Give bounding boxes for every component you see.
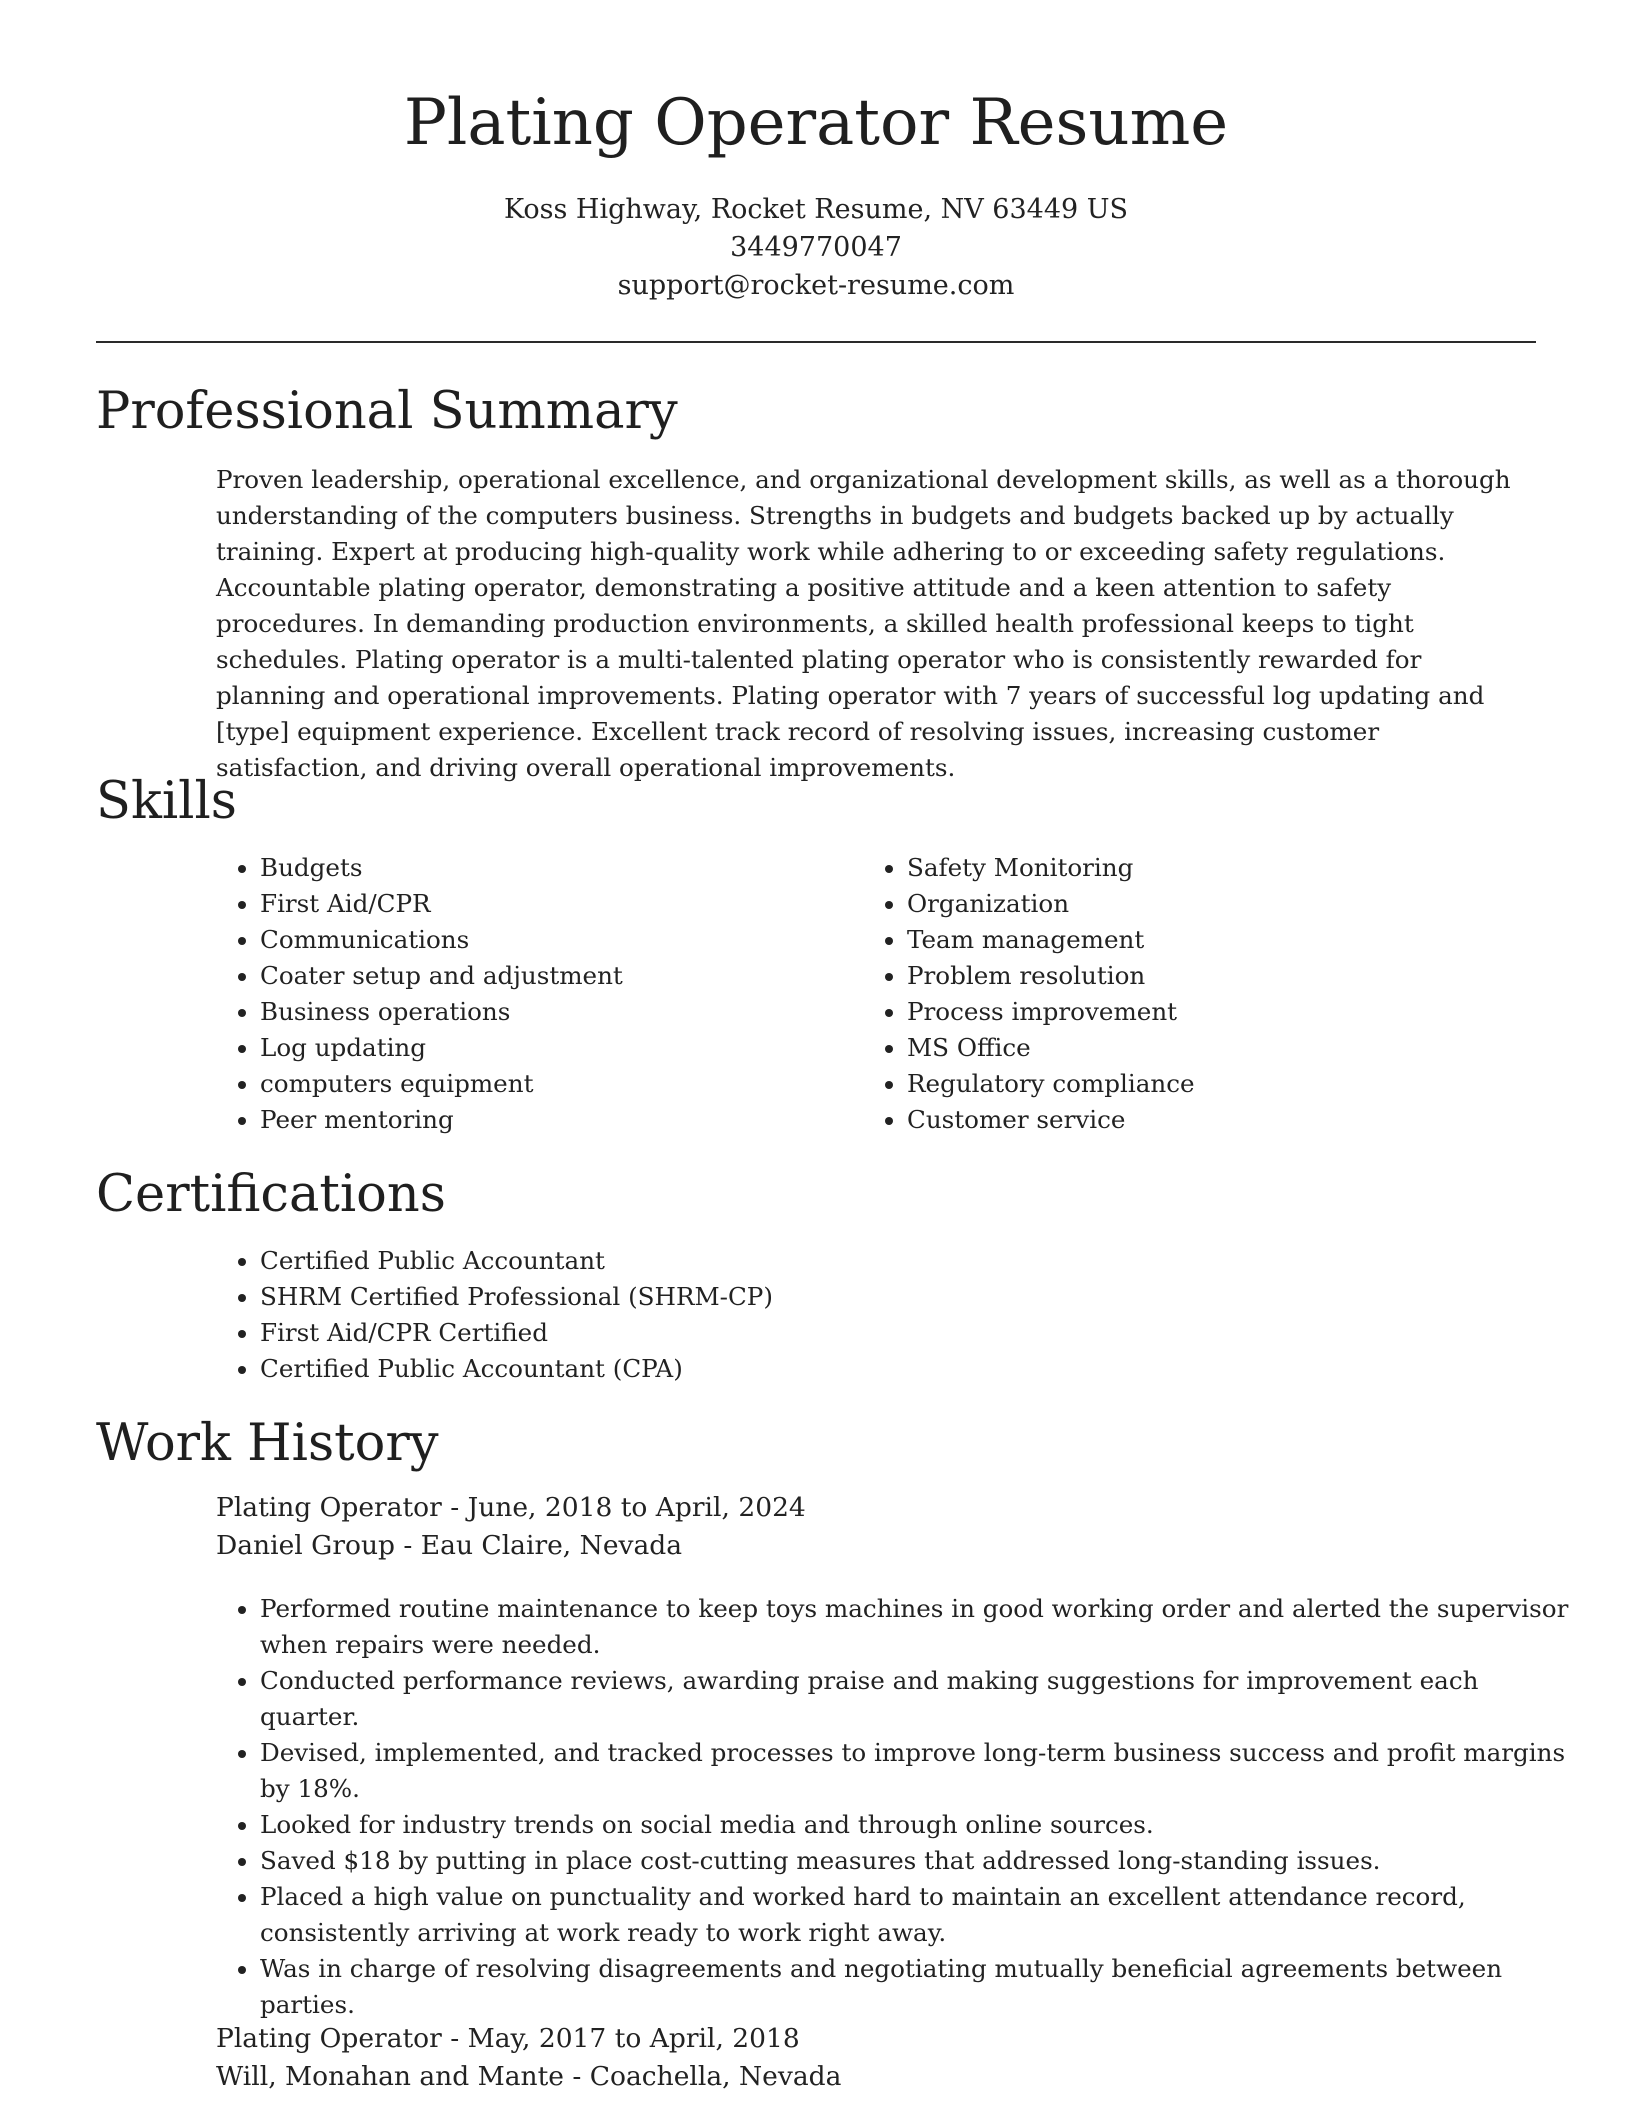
contact-phone: 3449770047 bbox=[730, 232, 902, 263]
job-dates: - June, 2018 to April, 2024 bbox=[441, 1492, 806, 1523]
section-title-skills: Skills bbox=[96, 772, 237, 831]
job-location: - Eau Claire, Nevada bbox=[395, 1530, 683, 1561]
job-bullet: • Was in charge of resolving disagreements and negotiating mutually beneficial agreements between parties. bbox=[260, 1951, 1582, 2023]
skill-item: • Organization bbox=[907, 886, 1507, 922]
skill-item: • Regulatory compliance bbox=[907, 1066, 1507, 1102]
job-company-line bbox=[216, 2058, 841, 2096]
skills-list-right bbox=[863, 850, 1507, 1138]
skills-list-left bbox=[216, 850, 840, 1138]
skill-item: • MS Office bbox=[907, 1030, 1507, 1066]
skill-item: • First Aid/CPR bbox=[260, 886, 840, 922]
skill-item: • Problem resolution bbox=[907, 958, 1507, 994]
skill-item: • Safety Monitoring bbox=[907, 850, 1507, 886]
certification-item: • Certified Public Accountant bbox=[260, 1243, 1460, 1279]
job-bullet: • Placed a high value on punctuality and worked hard to maintain an excellent attendance record, consistently arriving at work ready to work right away. bbox=[260, 1879, 1582, 1951]
job-bullet: • Devised, implemented, and tracked processes to improve long-term business success and profit margins by 18%. bbox=[260, 1735, 1582, 1807]
skill-item: • Business operations bbox=[260, 994, 840, 1030]
contact-address: Koss Highway, Rocket Resume, NV 63449 US bbox=[503, 194, 1129, 225]
job-dates: - May, 2017 to April, 2018 bbox=[441, 2023, 800, 2054]
job-company-line bbox=[216, 1527, 682, 1565]
resume-title: Plating Operator Resume bbox=[403, 86, 1229, 160]
section-title-work-history: Work History bbox=[96, 1414, 439, 1473]
skill-item: • Peer mentoring bbox=[260, 1102, 840, 1138]
skill-item: • Coater setup and adjustment bbox=[260, 958, 840, 994]
job-role: Plating Operator bbox=[216, 2023, 442, 2054]
certification-item: • SHRM Certified Professional (SHRM-CP) bbox=[260, 1279, 1460, 1315]
skill-item: • Communications bbox=[260, 922, 840, 958]
skill-item: • Team management bbox=[907, 922, 1507, 958]
job-title-line bbox=[216, 2020, 800, 2058]
certification-item: • Certified Public Accountant (CPA) bbox=[260, 1351, 1460, 1387]
skill-item: • Process improvement bbox=[907, 994, 1507, 1030]
job-bullet: • Performed routine maintenance to keep toys machines in good working order and alerted the supervisor when repairs were needed. bbox=[260, 1591, 1582, 1663]
job-bullet: • Looked for industry trends on social media and through online sources. bbox=[260, 1807, 1582, 1843]
section-title-summary: Professional Summary bbox=[96, 382, 678, 441]
summary-text: Proven leadership, operational excellence, and organizational development skills, as well as a thorough understanding of the computers business. Strengths in budgets and budgets backed up by actually training. Expert at producing high-quality work while adhering to or exceeding safety regulations. Accountable plating operator, demonstrating a positive attitude and a keen attention to safety procedures. In demanding production environments, a skilled health professional keeps to tight schedules. Plating operator is a multi-talented plating operator who is consistently rewarded for planning and operational improvements. Plating operator with 7 years of successful log updating and [type] equipment experience. Excellent track record of resolving issues, increasing customer satisfaction, and driving overall operational improvements. bbox=[216, 465, 1511, 782]
job-bullet: • Saved $18 by putting in place cost-cutting measures that addressed long-standing issues. bbox=[260, 1843, 1582, 1879]
job-company: Will, Monahan and Mante bbox=[216, 2061, 564, 2092]
skill-item: • Log updating bbox=[260, 1030, 840, 1066]
certification-item: • First Aid/CPR Certified bbox=[260, 1315, 1460, 1351]
certifications-list bbox=[216, 1243, 1460, 1387]
job-bullets bbox=[216, 1591, 1582, 2023]
job-bullet: • Conducted performance reviews, awarding praise and making suggestions for improvement each quarter. bbox=[260, 1663, 1582, 1735]
skill-item: • computers equipment bbox=[260, 1066, 840, 1102]
job-title-line bbox=[216, 1489, 806, 1527]
section-title-certifications: Certifications bbox=[96, 1165, 446, 1224]
skill-item: • Budgets bbox=[260, 850, 840, 886]
job-location: - Coachella, Nevada bbox=[563, 2061, 842, 2092]
job-role: Plating Operator bbox=[216, 1492, 442, 1523]
header-divider bbox=[96, 341, 1536, 343]
job-company: Daniel Group bbox=[216, 1530, 395, 1561]
contact-email: support@rocket-resume.com bbox=[617, 270, 1015, 301]
skill-item: • Customer service bbox=[907, 1102, 1507, 1138]
